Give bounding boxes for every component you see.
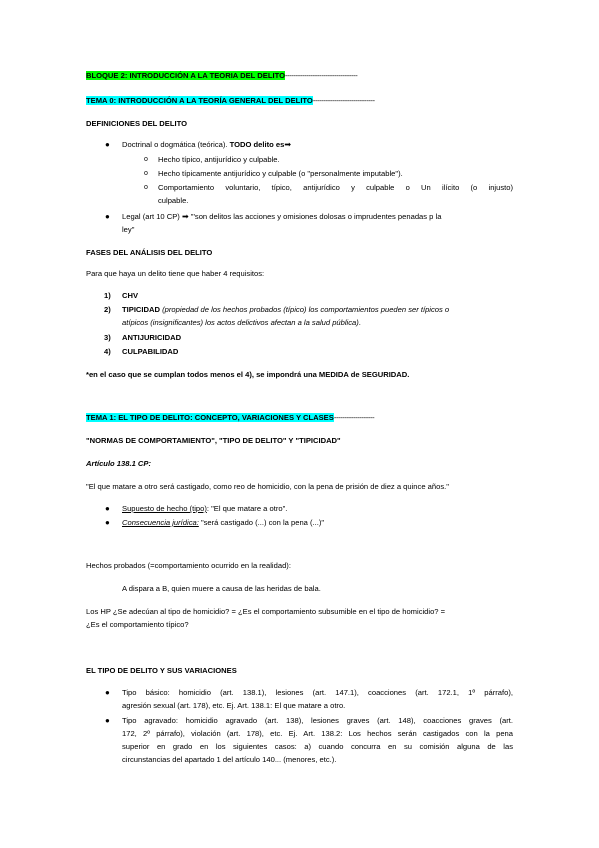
doctrinal-bold: TODO delito es: [229, 140, 285, 149]
tema1-title: TEMA 1: EL TIPO DE DELITO: CONCEPTO, VARIACIONES Y CLASES: [86, 413, 334, 422]
tipicidad-explanation: (propiedad de los hechos probados (típico) los comportamientos pueden ser típicos o: [162, 305, 450, 314]
tipo-heading: EL TIPO DE DELITO Y SUS VARIACIONES: [86, 666, 237, 675]
legal-label: Legal (art 10 CP): [122, 212, 182, 221]
sub-bullet-icon: o: [144, 156, 148, 163]
requisito-number: 1): [104, 291, 111, 300]
supuesto-label: Supuesto de hecho (tipo): [122, 504, 207, 513]
tipo-basico: Tipo básico: homicidio (art. 138.1), lesiones (art. 147.1), coacciones (art. 172.1, 1º párrafo),: [122, 688, 513, 697]
fases-note: *en el caso que se cumplan todos menos el 4), se impondrá una MEDIDA de SEGURIDAD.: [86, 370, 410, 379]
hechos-question-cont: ¿Es el comportamiento típico?: [86, 620, 189, 629]
arrow-right-icon: ➡: [284, 140, 292, 149]
definition-sub-item-cont: culpable.: [158, 196, 189, 205]
definition-sub-item: Hecho típicamente antijurídico y culpable (o "personalmente imputable").: [158, 169, 403, 178]
hechos-heading: Hechos probados (=comportamiento ocurrido en la realidad):: [86, 561, 291, 570]
tipo-basico-cont: agresión sexual (art. 178), etc. Ej. Art. 138.1: El que matare a otro.: [122, 701, 346, 710]
legal-definition: [122, 212, 441, 222]
requisito-label: TIPICIDAD: [122, 305, 163, 314]
definition-sub-item: Comportamiento voluntario, típico, antijurídico y culpable o Un ilícito (o injusto): [158, 183, 513, 192]
tipo-agravado-cont: circunstancias del apartado 1 del artículo 140... (menores, etc.).: [122, 755, 337, 764]
legal-definition-cont: ley": [122, 225, 135, 234]
doctrinal-text: Doctrinal o dogmática (teórica).: [122, 140, 230, 149]
definition-sub-item: Hecho típico, antijurídico y culpable.: [158, 155, 280, 164]
tema1-heading: [86, 413, 374, 423]
normas-heading: "NORMAS DE COMPORTAMIENTO", "TIPO DE DELITO" Y "TIPICIDAD": [86, 436, 341, 445]
requisito-number: 3): [104, 333, 111, 342]
requisito-tipicidad: [122, 305, 449, 315]
fases-intro: Para que haya un delito tiene que haber 4 requisitos:: [86, 269, 265, 278]
requisito-number: 4): [104, 347, 111, 356]
tipicidad-end: .: [358, 318, 361, 327]
articulo-quote: "El que matare a otro será castigado, como reo de homicidio, con la pena de prisión de diez a quince años.": [86, 482, 449, 491]
doctrinal-definition: [122, 140, 291, 150]
supuesto-text: : "El que matare a otro".: [206, 504, 288, 513]
tipo-agravado: Tipo agravado: homicidio agravado (art. 138), lesiones graves (art. 148), coacciones graves (art.: [122, 716, 513, 725]
hechos-example: A dispara a B, quien muere a causa de las heridas de bala.: [122, 584, 321, 593]
bloque-title: BLOQUE 2: INTRODUCCIÓN A LA TEORIA DEL DELITO: [86, 71, 285, 80]
tipicidad-explanation-cont: [122, 318, 361, 328]
requisito-label: CULPABILIDAD: [122, 347, 179, 356]
arrow-right-icon: ➡: [181, 212, 189, 221]
consecuencia-item: [122, 518, 324, 528]
supuesto-item: [122, 504, 287, 514]
bullet-icon: ●: [105, 688, 110, 697]
hechos-question: Los HP ¿Se adecúan al tipo de homicidio? = ¿Es el comportamiento subsumible en el tipo de homicidio? =: [86, 607, 446, 616]
tipo-agravado-cont: superior en grado en los siguientes casos: a) cuando concurra en su comisión alguna de las: [122, 742, 513, 751]
articulo-label: Artículo 138.1 CP:: [86, 459, 151, 468]
legal-text: "'son delitos las acciones y omisiones dolosas o imprudentes penadas p la: [188, 212, 442, 221]
bloque-dashes: ----------------------------------: [285, 71, 358, 80]
bullet-icon: ●: [105, 140, 110, 149]
bullet-icon: ●: [105, 212, 110, 221]
consecuencia-text: "será castigado (...) con la pena (...)": [198, 518, 325, 527]
bullet-icon: ●: [105, 518, 110, 527]
sub-bullet-icon: o: [144, 170, 148, 177]
requisito-number: 2): [104, 305, 111, 314]
tema0-title: TEMA 0: INTRODUCCIÓN A LA TEORÍA GENERAL DEL DELITO: [86, 96, 313, 105]
bullet-icon: ●: [105, 504, 110, 513]
tema1-dashes: -------------------: [333, 413, 375, 422]
tipo-agravado-cont: 172, 2º párrafo), violación (art. 178), etc. Ej. Art. 138.2: Los hechos serán castigados con la pena: [122, 729, 513, 738]
tema0-heading: [86, 96, 375, 106]
requisito-label: ANTIJURICIDAD: [122, 333, 182, 342]
consecuencia-label: Consecuencia jurídica:: [122, 518, 199, 527]
bloque-heading: [86, 71, 357, 81]
bullet-icon: ●: [105, 716, 110, 725]
tipicidad-explanation-text: atípicos (insignificantes) los actos delictivos afectan a la salud pública): [122, 318, 359, 327]
requisito-label: CHV: [122, 291, 139, 300]
fases-heading: FASES DEL ANÁLISIS DEL DELITO: [86, 248, 213, 257]
sub-bullet-icon: o: [144, 184, 148, 191]
definiciones-heading: DEFINICIONES DEL DELITO: [86, 119, 187, 128]
tema0-dashes: -----------------------------: [312, 96, 375, 105]
